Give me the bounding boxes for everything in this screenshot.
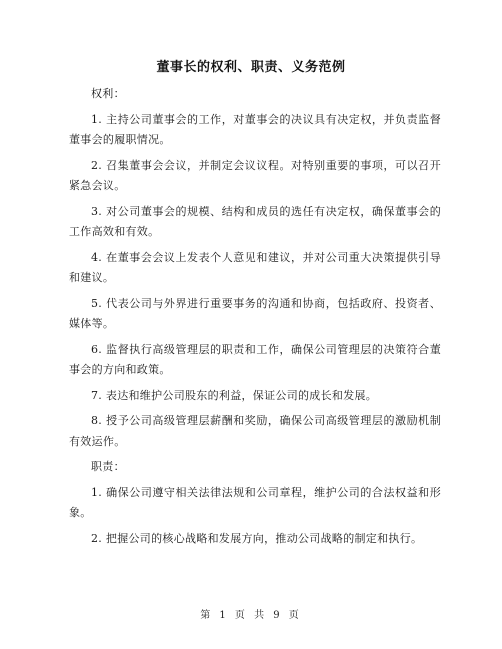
page-number-footer: 第 1 页 共 9 页 (200, 610, 302, 621)
rights-item-4: 4. 在董事会会议上发表个人意见和建议，并对公司重大决策提供引导和建议。 (69, 250, 441, 284)
rights-item-7: 7. 表达和维护公司股东的利益，保证公司的成长和发展。 (91, 388, 378, 402)
rights-item-2: 2. 召集董事会会议，并制定会议议程。对特别重要的事项，可以召开紧急会议。 (69, 158, 441, 192)
rights-item-5: 5. 代表公司与外界进行重要事务的沟通和协商，包括政府、投资者、媒体等。 (69, 296, 441, 330)
duties-item-1: 1. 确保公司遵守相关法律法规和公司章程，维护公司的合法权益和形象。 (69, 485, 441, 519)
rights-item-3: 3. 对公司董事会的规模、结构和成员的选任有决定权，确保董事会的工作高效和有效。 (69, 204, 441, 238)
rights-heading: 权利： (91, 87, 125, 100)
rights-item-6: 6. 监督执行高级管理层的职责和工作，确保公司管理层的决策符合董事会的方向和政策。 (69, 342, 441, 376)
document-title: 董事长的权利、职责、义务范例 (156, 60, 346, 75)
document-body (69, 84, 441, 554)
duties-item-2: 2. 把握公司的核心战略和发展方向，推动公司战略的制定和执行。 (91, 531, 423, 545)
rights-item-1: 1. 主持公司董事会的工作，对董事会的决议具有决定权，并负责监督董事会的履职情况。 (69, 112, 441, 146)
duties-heading: 职责： (91, 460, 125, 473)
rights-item-8: 8. 授予公司高级管理层薪酬和奖励，确保公司高级管理层的激励机制有效运作。 (69, 414, 441, 448)
